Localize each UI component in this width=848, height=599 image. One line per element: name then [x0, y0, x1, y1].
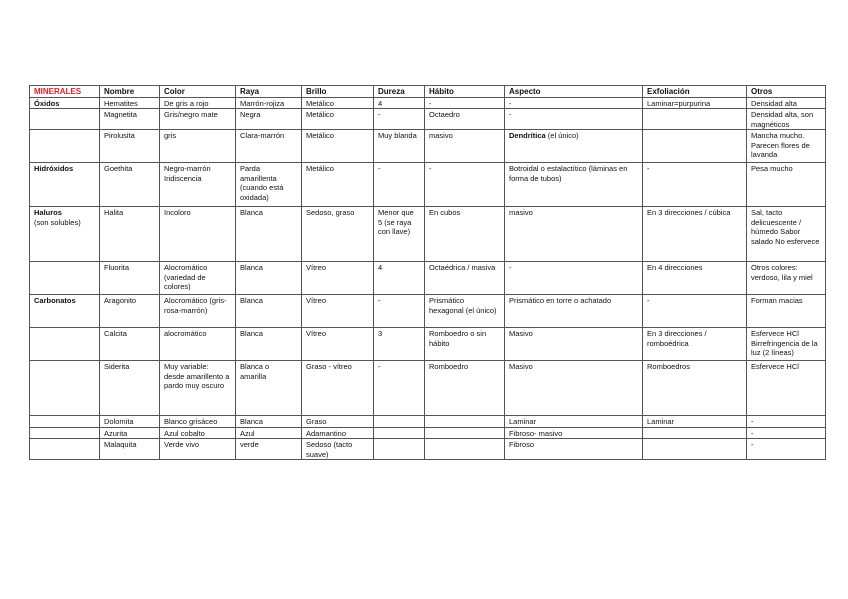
category-note: (son solubles)	[34, 217, 81, 227]
cell-category	[30, 439, 100, 460]
cell-habito: Octaédrica / masiva	[425, 262, 505, 295]
cell-dureza: -	[374, 163, 425, 207]
cell-category	[30, 109, 100, 130]
category-label: Hidróxidos	[34, 164, 74, 173]
cell-raya: Parda amarillenta (cuando está oxidada)	[236, 163, 302, 207]
cell-aspecto	[505, 163, 643, 207]
aspecto-text: masivo	[509, 208, 533, 217]
cell-raya: Blanca	[236, 207, 302, 262]
cell-otros: Mancha mucho. Parecen flores de lavanda	[747, 130, 826, 163]
cell-brillo: Sedoso (tacto suave)	[302, 439, 374, 460]
table-row	[30, 109, 826, 130]
cell-nombre: Dolomita	[100, 416, 160, 428]
cell-dureza	[374, 439, 425, 460]
cell-category	[30, 207, 100, 262]
cell-otros: Sal, tacto delicuescente / húmedo Sabor salado No esfervece	[747, 207, 826, 262]
cell-exfoliacion: En 3 direcciones / romboédrica	[643, 328, 747, 361]
cell-exfoliacion	[643, 427, 747, 439]
table-row	[30, 416, 826, 428]
cell-raya: Blanca	[236, 295, 302, 328]
aspecto-note: (el único)	[545, 131, 579, 140]
cell-brillo: Adamantino	[302, 427, 374, 439]
cell-aspecto	[505, 416, 643, 428]
table-row	[30, 163, 826, 207]
category-label: Carbonatos	[34, 296, 76, 305]
cell-dureza	[374, 416, 425, 428]
cell-category	[30, 163, 100, 207]
cell-otros: Esfervece HCl	[747, 361, 826, 416]
cell-category	[30, 295, 100, 328]
aspecto-text: -	[509, 263, 512, 272]
cell-category	[30, 361, 100, 416]
cell-aspecto	[505, 328, 643, 361]
cell-otros: Pesa mucho	[747, 163, 826, 207]
cell-habito: -	[425, 163, 505, 207]
header-brillo: Brillo	[302, 86, 374, 98]
aspecto-text: Laminar	[509, 417, 537, 426]
table-row	[30, 427, 826, 439]
cell-brillo: Graso	[302, 416, 374, 428]
table-body	[30, 97, 826, 460]
table-row	[30, 97, 826, 109]
cell-category	[30, 416, 100, 428]
header-color: Color	[160, 86, 236, 98]
cell-nombre: Azurita	[100, 427, 160, 439]
cell-otros: Forman macias	[747, 295, 826, 328]
cell-dureza: Muy blanda	[374, 130, 425, 163]
cell-habito: -	[425, 97, 505, 109]
cell-exfoliacion	[643, 439, 747, 460]
table-row	[30, 328, 826, 361]
cell-habito	[425, 416, 505, 428]
cell-raya: Blanca	[236, 262, 302, 295]
cell-exfoliacion: En 4 direcciones	[643, 262, 747, 295]
cell-habito: masivo	[425, 130, 505, 163]
cell-aspecto	[505, 207, 643, 262]
cell-color: Gris/negro mate	[160, 109, 236, 130]
cell-brillo: Vítreo	[302, 262, 374, 295]
cell-exfoliacion: Romboedros	[643, 361, 747, 416]
cell-category	[30, 427, 100, 439]
aspecto-text: Fibroso- masivo	[509, 428, 563, 438]
cell-color: Blanco grisáceo	[160, 416, 236, 428]
aspecto-text: Masivo	[509, 362, 533, 371]
cell-dureza: -	[374, 295, 425, 328]
cell-exfoliacion: Laminar=purpurina	[643, 97, 747, 109]
aspecto-text: Prismático en torre o achatado	[509, 296, 612, 305]
cell-color: De gris a rojo	[160, 97, 236, 109]
cell-category	[30, 262, 100, 295]
table-row	[30, 207, 826, 262]
cell-raya: Azul	[236, 427, 302, 439]
header-row	[30, 86, 826, 98]
cell-otros: Densidad alta	[747, 97, 826, 109]
header-nombre: Nombre	[100, 86, 160, 98]
header-dureza: Dureza	[374, 86, 425, 98]
table-row	[30, 262, 826, 295]
cell-dureza: -	[374, 361, 425, 416]
header-exfoliacion: Exfoliación	[643, 86, 747, 98]
cell-brillo: Metálico	[302, 130, 374, 163]
table-row	[30, 295, 826, 328]
aspecto-text: -	[509, 98, 512, 108]
aspecto-text: -	[509, 110, 512, 119]
cell-aspecto	[505, 295, 643, 328]
cell-aspecto	[505, 130, 643, 163]
cell-raya: Blanca	[236, 416, 302, 428]
cell-aspecto	[505, 97, 643, 109]
cell-brillo: Vítreo	[302, 328, 374, 361]
aspecto-text: Botroidal o estalactítico (láminas en forma de tubos)	[509, 164, 628, 183]
cell-exfoliacion: En 3 direcciones / cúbica	[643, 207, 747, 262]
cell-raya: Negra	[236, 109, 302, 130]
cell-brillo: Metálico	[302, 97, 374, 109]
cell-color: alocromático	[160, 328, 236, 361]
cell-habito: Prismático hexagonal (el único)	[425, 295, 505, 328]
cell-nombre: Pirolusita	[100, 130, 160, 163]
cell-raya: Clara-marrón	[236, 130, 302, 163]
cell-dureza	[374, 427, 425, 439]
table-row	[30, 439, 826, 460]
cell-nombre: Hematites	[100, 97, 160, 109]
cell-category	[30, 328, 100, 361]
cell-dureza: 3	[374, 328, 425, 361]
cell-dureza: -	[374, 109, 425, 130]
cell-color: Alocromático (gris-rosa-marrón)	[160, 295, 236, 328]
cell-brillo: Graso - vítreo	[302, 361, 374, 416]
cell-habito: Octaedro	[425, 109, 505, 130]
cell-habito	[425, 439, 505, 460]
cell-brillo: Sedoso, graso	[302, 207, 374, 262]
aspecto-text: Masivo	[509, 329, 533, 338]
minerals-table-container	[29, 85, 826, 460]
cell-habito: Romboedro o sin hábito	[425, 328, 505, 361]
cell-habito: En cubos	[425, 207, 505, 262]
cell-exfoliacion	[643, 130, 747, 163]
cell-aspecto	[505, 262, 643, 295]
cell-category	[30, 130, 100, 163]
cell-brillo: Metálico	[302, 163, 374, 207]
cell-nombre: Magnetita	[100, 109, 160, 130]
cell-aspecto	[505, 361, 643, 416]
cell-habito	[425, 427, 505, 439]
cell-nombre: Siderita	[100, 361, 160, 416]
cell-nombre: Fluorita	[100, 262, 160, 295]
header-aspecto: Aspecto	[505, 86, 643, 98]
header-otros: Otros	[747, 86, 826, 98]
cell-nombre: Halita	[100, 207, 160, 262]
cell-aspecto	[505, 439, 643, 460]
cell-dureza: 4	[374, 262, 425, 295]
cell-brillo: Metálico	[302, 109, 374, 130]
cell-color: Verde vivo	[160, 439, 236, 460]
cell-color: Alocromático (variedad de colores)	[160, 262, 236, 295]
cell-dureza: 4	[374, 97, 425, 109]
cell-color: Negro-marrón Iridiscencia	[160, 163, 236, 207]
aspecto-text: Fibroso	[509, 440, 535, 449]
cell-aspecto	[505, 109, 643, 130]
cell-otros: Otros colores: verdoso, lila y miel	[747, 262, 826, 295]
cell-nombre: Goethita	[100, 163, 160, 207]
cell-color: Muy variable: desde amarillento a pardo muy oscuro	[160, 361, 236, 416]
cell-exfoliacion	[643, 109, 747, 130]
minerals-table	[29, 85, 826, 460]
cell-category	[30, 97, 100, 109]
cell-raya: Blanca o amarilla	[236, 361, 302, 416]
cell-brillo: Vítreo	[302, 295, 374, 328]
category-label: Óxidos	[34, 98, 60, 108]
cell-exfoliacion: Laminar	[643, 416, 747, 428]
category-label: Haluros	[34, 208, 62, 217]
cell-raya: Blanca	[236, 328, 302, 361]
cell-nombre: Aragonito	[100, 295, 160, 328]
cell-otros: Esfervece HCl Birrefringencia de la luz (2 líneas)	[747, 328, 826, 361]
table-row	[30, 130, 826, 163]
cell-raya: verde	[236, 439, 302, 460]
cell-habito: Romboedro	[425, 361, 505, 416]
header-habito: Hábito	[425, 86, 505, 98]
aspecto-text: Dendrítica	[509, 131, 546, 140]
cell-color: gris	[160, 130, 236, 163]
cell-raya: Marrón-rojiza	[236, 97, 302, 109]
table-row	[30, 361, 826, 416]
cell-otros: Densidad alta, son magnéticos	[747, 109, 826, 130]
cell-color: Azul cobalto	[160, 427, 236, 439]
cell-dureza: Menor que 5 (se raya con llave)	[374, 207, 425, 262]
header-minerales: MINERALES	[30, 86, 100, 98]
cell-exfoliacion: -	[643, 295, 747, 328]
cell-exfoliacion: -	[643, 163, 747, 207]
cell-nombre: Malaquita	[100, 439, 160, 460]
cell-aspecto	[505, 427, 643, 439]
cell-otros: -	[747, 416, 826, 428]
header-raya: Raya	[236, 86, 302, 98]
cell-otros: -	[747, 427, 826, 439]
cell-otros: -	[747, 439, 826, 460]
cell-color: Incoloro	[160, 207, 236, 262]
cell-nombre: Calcita	[100, 328, 160, 361]
